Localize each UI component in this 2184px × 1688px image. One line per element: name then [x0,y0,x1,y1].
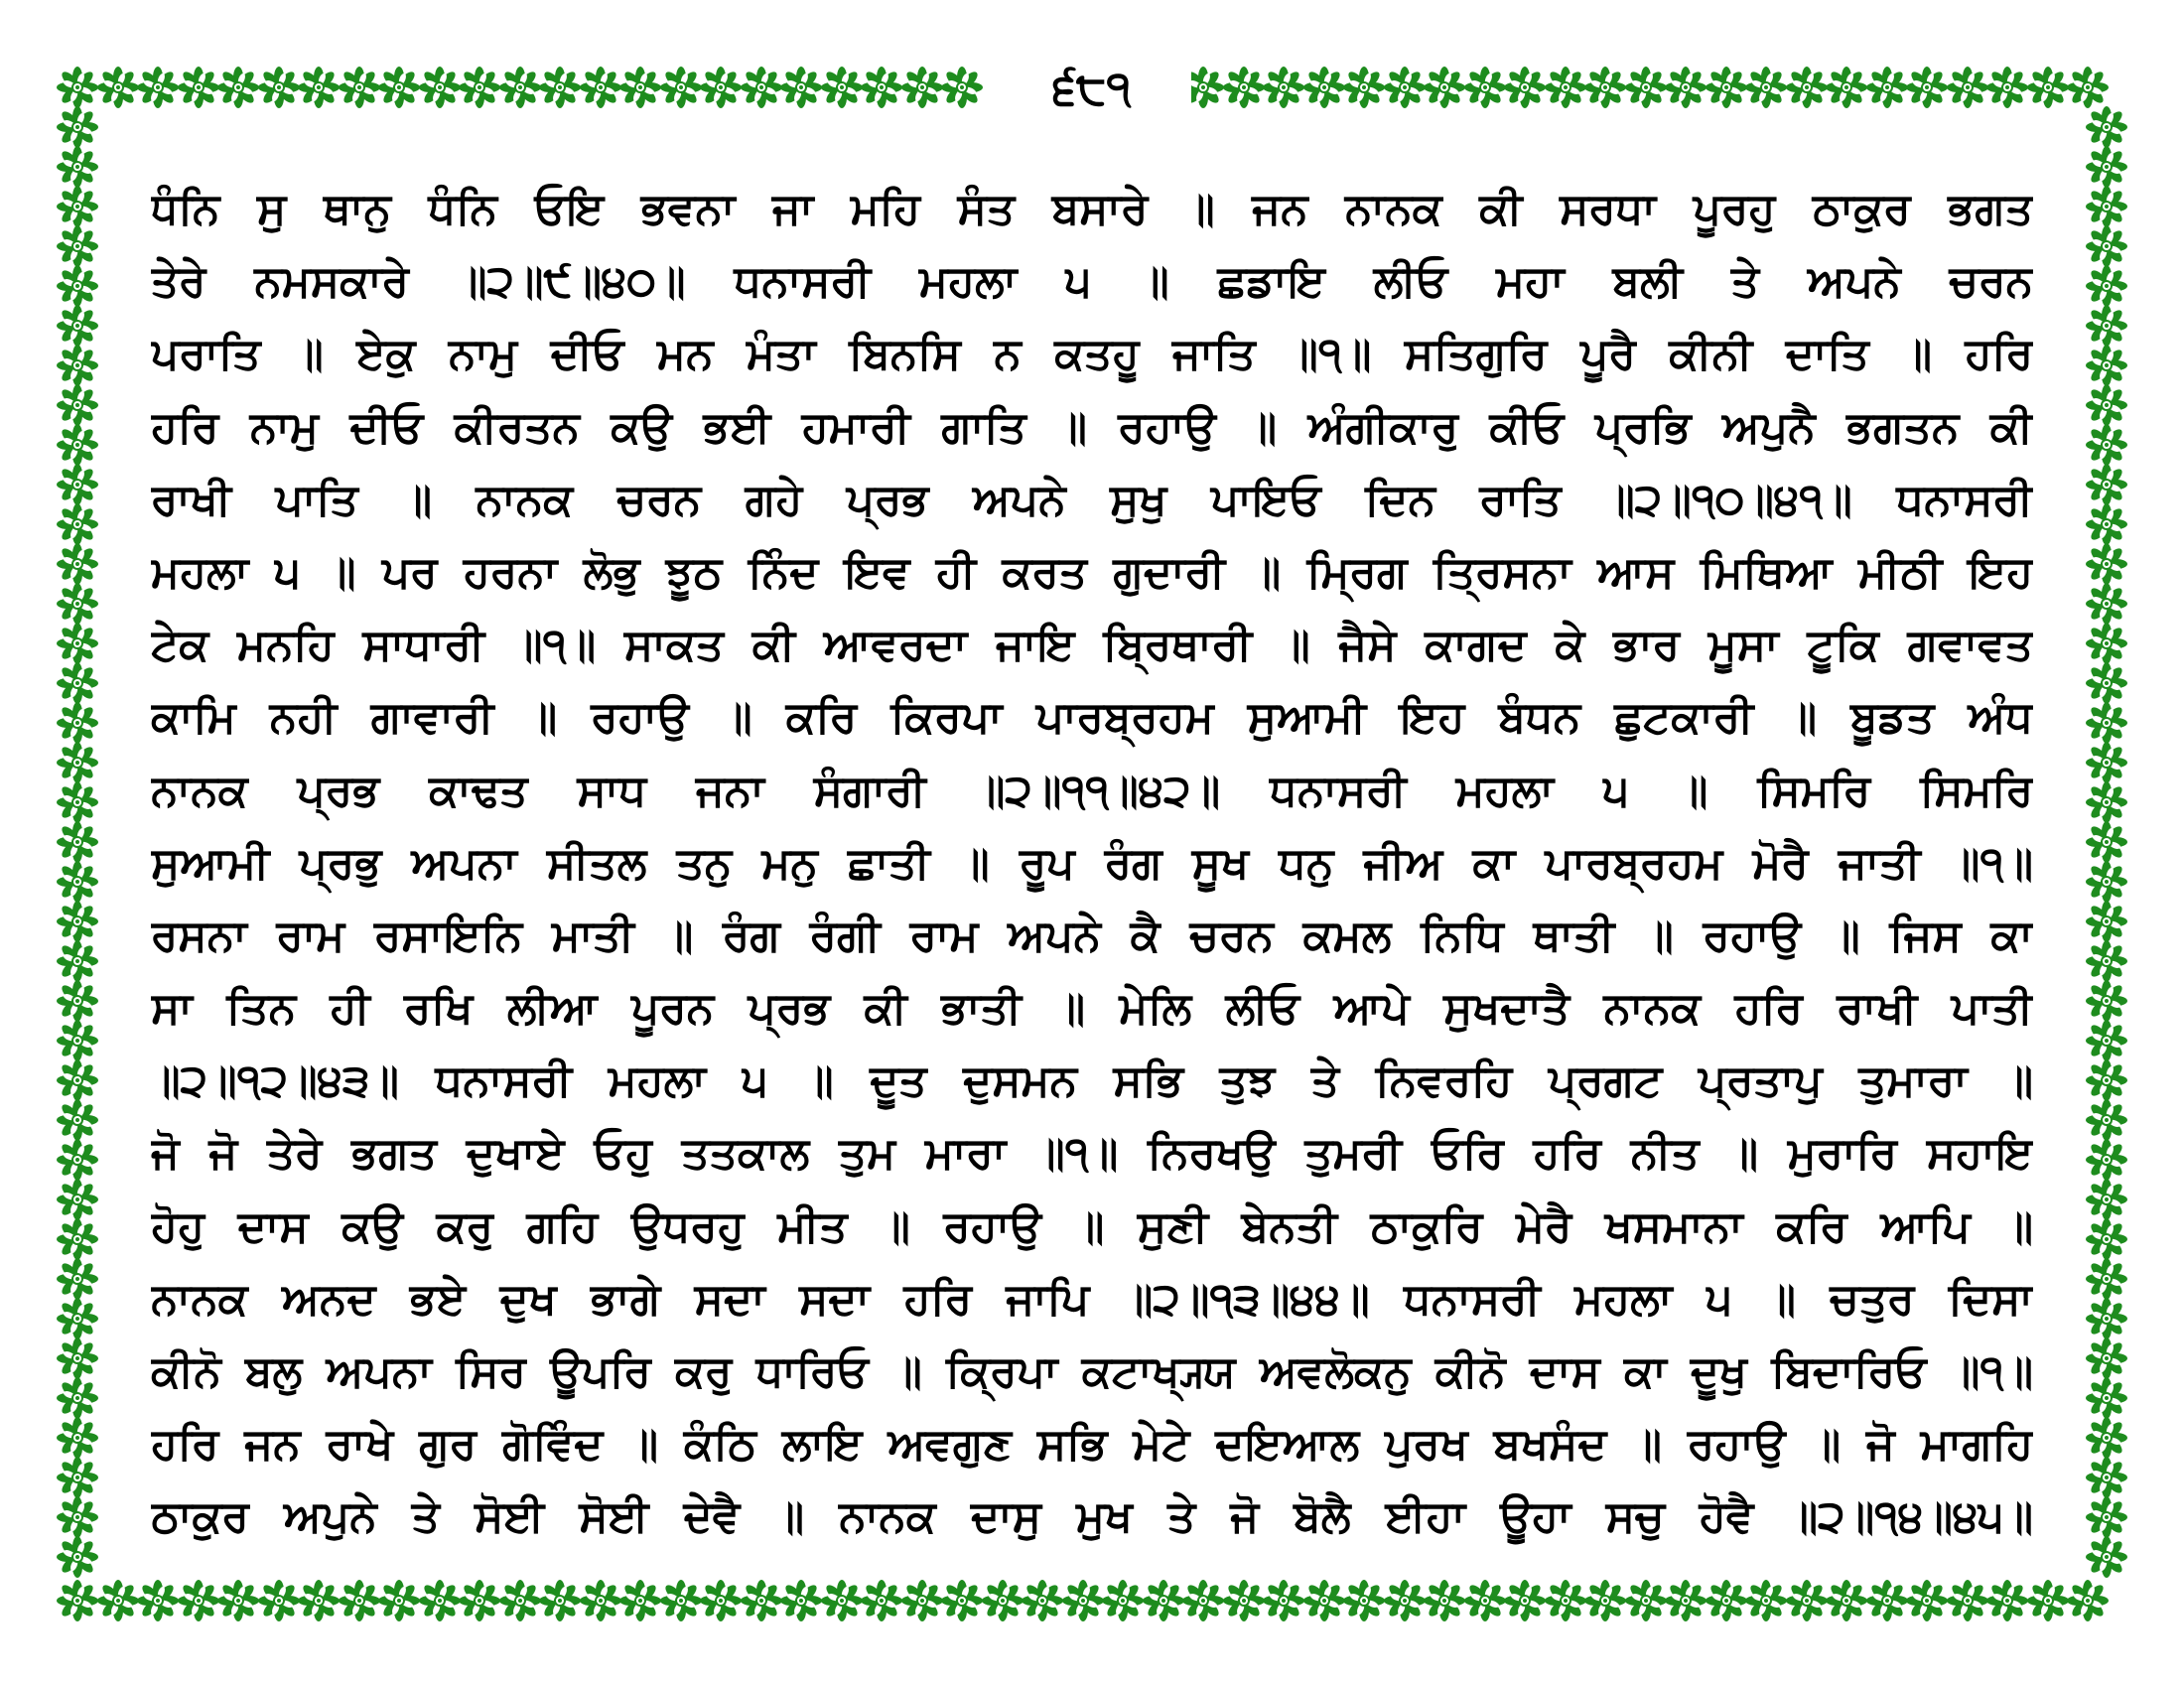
flower-icon [57,1417,98,1459]
flower-icon [57,1457,98,1498]
flower-icon [57,464,98,505]
flower-icon [1223,1580,1265,1621]
flower-icon [57,67,98,108]
flower-icon [57,901,98,942]
text-line: ਨਾਨਕ ਅਨਦ ਭਏ ਦੁਖ ਭਾਗੇ ਸਦਾ ਸਦਾ ਹਰਿ ਜਾਪਿ ॥੨॥੧੩॥੪੪॥ ਧਨਾਸਰੀ ਮਹਲਾ ੫ ॥ ਚਤੁਰ ਦਿਸਾ [151,1273,2033,1325]
flower-icon [2086,464,2127,505]
flower-icon [2086,503,2127,545]
flower-icon [298,67,340,108]
flower-icon [2086,1099,2127,1141]
flower-icon [741,1580,782,1621]
flower-icon [57,106,98,148]
text-line: ਰਸਨਾ ਰਾਮ ਰਸਾਇਨਿ ਮਾਤੀ ॥ ਰੰਗ ਰੰਗੀ ਰਾਮ ਅਪਨੇ ਕੈ ਚਰਨ ਕਮਲ ਨਿਧਿ ਥਾਤੀ ॥ ਰਹਾਉ ॥ ਜਿਸ ਕਾ [151,910,2033,961]
flower-icon [1263,1580,1304,1621]
flower-icon [941,67,983,108]
flower-icon [57,1139,98,1181]
flower-icon [57,424,98,466]
flower-icon [57,1218,98,1260]
flower-icon [2086,1298,2127,1339]
flower-icon [1706,67,1747,108]
flower-icon [1504,1580,1546,1621]
flower-icon [57,1179,98,1220]
flower-icon [1786,67,1828,108]
flower-icon [57,940,98,982]
flower-icon [57,662,98,704]
flower-icon [2086,265,2127,307]
text-line: ਕੀਨੋ ਬਲੁ ਅਪਨਾ ਸਿਰ ਊਪਰਿ ਕਰੁ ਧਾਰਿਓ ॥ ਕ੍ਰਿਪਾ ਕਟਾਖ੍ਯ੍ਯ ਅਵਲੋਕਨੁ ਕੀਨੋ ਦਾਸ ਕਾ ਦੂਖੁ ਬਿਦਾਰਿਓ ॥੧॥ [151,1346,2033,1397]
flower-icon [1303,67,1345,108]
flower-icon [499,67,541,108]
flower-icon [861,1580,902,1621]
text-line: ਧੰਨਿ ਸੁ ਥਾਨੁ ਧੰਨਿ ਓਇ ਭਵਨਾ ਜਾ ਮਹਿ ਸੰਤ ਬਸਾਰੇ ॥ ਜਨ ਨਾਨਕ ਕੀ ਸਰਧਾ ਪੂਰਹੁ ਠਾਕੁਰ ਭਗਤ [151,184,2033,234]
flower-icon [97,1580,139,1621]
flower-icon [378,1580,420,1621]
flower-icon [2086,583,2127,625]
flower-icon [861,67,902,108]
flower-icon [2086,1417,2127,1459]
flower-icon [57,1496,98,1538]
flower-icon [2086,1457,2127,1498]
flower-icon [57,861,98,903]
flower-icon [2027,67,2069,108]
flower-icon [1625,67,1667,108]
flower-icon [901,1580,943,1621]
flower-icon [57,146,98,188]
flower-icon [1464,67,1506,108]
flower-icon [941,1580,983,1621]
text-line: ਸਾ ਤਿਨ ਹੀ ਰਖਿ ਲੀਆ ਪੂਰਨ ਪ੍ਰਭ ਕੀ ਭਾਤੀ ॥ ਮੇਲਿ ਲੀਓ ਆਪੇ ਸੁਖਦਾਤੈ ਨਾਨਕ ਹਰਿ ਰਾਖੀ ਪਾਤੀ [151,983,2033,1035]
text-line: ਤੇਰੇ ਨਮਸਕਾਰੇ ॥੨॥੯॥੪੦॥ ਧਨਾਸਰੀ ਮਹਲਾ ੫ ॥ ਛਡਾਇ ਲੀਓ ਮਹਾ ਬਲੀ ਤੇ ਅਪਨੇ ਚਰਨ [151,256,2033,308]
flower-icon [57,1536,98,1578]
flower-icon [1263,67,1304,108]
flower-icon [2086,623,2127,664]
flower-icon [419,1580,461,1621]
text-line: ਮਹਲਾ ੫ ॥ ਪਰ ਹਰਨਾ ਲੋਭੁ ਝੂਠ ਨਿੰਦ ਇਵ ਹੀ ਕਰਤ ਗੁਦਾਰੀ ॥ ਮ੍ਰਿਗ ਤ੍ਰਿਸਨਾ ਆਸ ਮਿਥਿਆ ਮੀਠੀ ਇਹ [151,546,2033,598]
flower-icon [2067,67,2109,108]
flower-icon [1545,67,1586,108]
flower-icon [1745,1580,1787,1621]
flower-icon [1424,67,1465,108]
flower-icon [1665,67,1706,108]
flower-icon [619,1580,661,1621]
flower-icon [580,1580,621,1621]
flower-icon [57,543,98,585]
flower-icon [2086,106,2127,148]
flower-icon [57,345,98,386]
flower-icon [1986,67,2028,108]
flower-icon [2086,821,2127,863]
flower-icon [2086,186,2127,227]
flower-icon [339,1580,380,1621]
flower-icon [258,1580,300,1621]
flower-icon [1223,67,1265,108]
flower-icon [1866,67,1908,108]
flower-icon [2086,345,2127,386]
flower-icon [619,67,661,108]
flower-icon [57,1258,98,1300]
flower-icon [1826,67,1867,108]
flower-icon [459,1580,500,1621]
flower-icon [57,623,98,664]
flower-icon [2086,1139,2127,1181]
flower-icon [1022,1580,1063,1621]
flower-icon [780,1580,822,1621]
flower-icon [1303,1580,1345,1621]
flower-icon [217,1580,259,1621]
flower-icon [1143,1580,1184,1621]
flower-icon [539,67,581,108]
flower-icon [2086,702,2127,744]
flower-icon [217,67,259,108]
text-line: ਨਾਨਕ ਪ੍ਰਭ ਕਾਢਤ ਸਾਧ ਜਨਾ ਸੰਗਾਰੀ ॥੨॥੧੧॥੪੨॥ ਧਨਾਸਰੀ ਮਹਲਾ ੫ ॥ ਸਿਮਰਿ ਸਿਮਰਿ [151,765,2033,816]
flower-icon [2086,940,2127,982]
flower-icon [57,186,98,227]
flower-icon [178,1580,219,1621]
flower-icon [57,1580,98,1621]
flower-icon [57,1020,98,1061]
flower-icon [901,67,943,108]
flower-icon [1947,1580,1988,1621]
flower-icon [57,1377,98,1419]
flower-icon [2086,384,2127,426]
flower-icon [1384,1580,1426,1621]
flower-icon [539,1580,581,1621]
flower-icon [2086,1536,2127,1578]
flower-icon [2086,1218,2127,1260]
flower-icon [1786,1580,1828,1621]
flower-icon [821,1580,863,1621]
flower-icon [821,67,863,108]
flower-icon [700,67,742,108]
flower-icon [57,583,98,625]
flower-icon [1102,1580,1144,1621]
flower-icon [1866,1580,1908,1621]
flower-icon [2086,662,2127,704]
flower-icon [1545,1580,1586,1621]
flower-icon [499,1580,541,1621]
flower-icon [1625,1580,1667,1621]
flower-icon [258,67,300,108]
flower-icon [660,67,702,108]
flower-icon [1504,67,1546,108]
flower-icon [2086,1377,2127,1419]
flower-icon [1584,1580,1626,1621]
text-line: ਰਾਖੀ ਪਾਤਿ ॥ ਨਾਨਕ ਚਰਨ ਗਹੇ ਪ੍ਰਭ ਅਪਨੇ ਸੁਖੁ ਪਾਇਓ ਦਿਨ ਰਾਤਿ ॥੨॥੧੦॥੪੧॥ ਧਨਾਸਰੀ [151,474,2033,525]
flower-icon [1384,67,1426,108]
flower-icon [57,305,98,347]
flower-icon [57,980,98,1022]
flower-icon [57,503,98,545]
flower-icon [700,1580,742,1621]
flower-icon [57,384,98,426]
flower-icon [2086,305,2127,347]
flower-icon [2086,742,2127,783]
flower-icon [57,225,98,267]
text-line: ਹੋਹੁ ਦਾਸ ਕਉ ਕਰੁ ਗਹਿ ਉਧਰਹੁ ਮੀਤ ॥ ਰਹਾਉ ॥ ਸੁਣੀ ਬੇਨਤੀ ਠਾਕੁਰਿ ਮੇਰੈ ਖਸਮਾਨਾ ਕਰਿ ਆਪਿ ॥ [151,1200,2033,1252]
flower-icon [1464,1580,1506,1621]
flower-icon [982,1580,1024,1621]
text-line: ਕਾਮਿ ਨਹੀ ਗਾਵਾਰੀ ॥ ਰਹਾਉ ॥ ਕਰਿ ਕਿਰਪਾ ਪਾਰਬ੍ਰਹਮ ਸੁਆਮੀ ਇਹ ਬੰਧਨ ਛੁਟਕਾਰੀ ॥ ਬੂਡਤ ਅੰਧ [151,692,2033,744]
flower-icon [1424,1580,1465,1621]
flower-icon [741,67,782,108]
text-line: ਹਰਿ ਜਨ ਰਾਖੇ ਗੁਰ ਗੋਵਿੰਦ ॥ ਕੰਠਿ ਲਾਇ ਅਵਗੁਣ ਸਭਿ ਮੇਟੇ ਦਇਆਲ ਪੁਰਖ ਬਖਸੰਦ ॥ ਰਹਾਉ ॥ ਜੋ ਮਾਗਹਿ [151,1419,2033,1471]
flower-icon [1906,67,1948,108]
flower-icon [780,67,822,108]
text-line: ਜੋ ਜੋ ਤੇਰੇ ਭਗਤ ਦੁਖਾਏ ਓਹੁ ਤਤਕਾਲ ਤੁਮ ਮਾਰਾ ॥੧॥ ਨਿਰਖਉ ਤੁਮਰੀ ਓਰਿ ਹਰਿ ਨੀਤ ॥ ਮੁਰਾਰਿ ਸਹਾਇ [151,1128,2033,1180]
flower-icon [1343,1580,1385,1621]
flower-icon [137,1580,179,1621]
flower-icon [2086,781,2127,823]
flower-icon [1665,1580,1706,1621]
text-line: ॥੨॥੧੨॥੪੩॥ ਧਨਾਸਰੀ ਮਹਲਾ ੫ ॥ ਦੂਤ ਦੁਸਮਨ ਸਭਿ ਤੁਝ ਤੇ ਨਿਵਰਹਿ ਪ੍ਰਗਟ ਪ੍ਰਤਾਪੁ ਤੁਮਾਰਾ ॥ [151,1055,2033,1107]
flower-icon [339,67,380,108]
flower-icon [459,67,500,108]
flower-icon [1706,1580,1747,1621]
flower-icon [2086,1059,2127,1101]
flower-icon [57,781,98,823]
text-line: ਠਾਕੁਰ ਅਪੁਨੇ ਤੇ ਸੋਈ ਸੋਈ ਦੇਵੈ ॥ ਨਾਨਕ ਦਾਸੁ ਮੁਖ ਤੇ ਜੋ ਬੋਲੈ ਈਹਾ ਊਹਾ ਸਚੁ ਹੋਵੈ ॥੨॥੧੪॥੪੫॥ [151,1491,2033,1543]
flower-icon [660,1580,702,1621]
flower-icon [1986,1580,2028,1621]
flower-icon [1745,67,1787,108]
flower-icon [2086,980,2127,1022]
flower-icon [2086,1337,2127,1379]
flower-icon [298,1580,340,1621]
flower-icon [1182,1580,1224,1621]
flower-icon [57,702,98,744]
scripture-text [151,173,2033,1554]
flower-icon [2086,1258,2127,1300]
flower-icon [57,1298,98,1339]
flower-icon [57,1337,98,1379]
flower-icon [580,67,621,108]
flower-icon [57,265,98,307]
flower-icon [2086,146,2127,188]
flower-icon [2086,901,2127,942]
flower-icon [2086,225,2127,267]
flower-icon [2027,1580,2069,1621]
flower-icon [57,821,98,863]
flower-icon [2086,1179,2127,1220]
flower-icon [1062,1580,1104,1621]
text-line: ਹਰਿ ਨਾਮੁ ਦੀਓ ਕੀਰਤਨ ਕਉ ਭਈ ਹਮਾਰੀ ਗਾਤਿ ॥ ਰਹਾਉ ॥ ਅੰਗੀਕਾਰੁ ਕੀਓ ਪ੍ਰਭਿ ਅਪੁਨੈ ਭਗਤਨ ਕੀ [151,401,2033,453]
flower-icon [2086,1496,2127,1538]
flower-icon [2086,861,2127,903]
flower-icon [2086,543,2127,585]
flower-icon [1906,1580,1948,1621]
flower-icon [57,742,98,783]
flower-icon [97,67,139,108]
flower-icon [2086,424,2127,466]
text-line: ਸੁਆਮੀ ਪ੍ਰਭੁ ਅਪਨਾ ਸੀਤਲ ਤਨੁ ਮਨੁ ਛਾਤੀ ॥ ਰੂਪ ਰੰਗ ਸੂਖ ਧਨੁ ਜੀਅ ਕਾ ਪਾਰਬ੍ਰਹਮ ਮੋਰੈ ਜਾਤੀ ॥੧॥ [151,837,2033,889]
flower-icon [2086,1020,2127,1061]
flower-icon [1947,67,1988,108]
text-line: ਪਰਾਤਿ ॥ ਏਕੁ ਨਾਮੁ ਦੀਓ ਮਨ ਮੰਤਾ ਬਿਨਸਿ ਨ ਕਤਹੂ ਜਾਤਿ ॥੧॥ ਸਤਿਗੁਰਿ ਪੂਰੈ ਕੀਨੀ ਦਾਤਿ ॥ ਹਰਿ [151,329,2033,380]
flower-icon [178,67,219,108]
flower-icon [57,1059,98,1101]
flower-icon [1584,67,1626,108]
flower-icon [419,67,461,108]
text-line: ਟੇਕ ਮਨਹਿ ਸਾਧਾਰੀ ॥੧॥ ਸਾਕਤ ਕੀ ਆਵਰਦਾ ਜਾਇ ਬ੍ਰਿਥਾਰੀ ॥ ਜੈਸੇ ਕਾਗਦ ਕੇ ਭਾਰ ਮੂਸਾ ਟੂਕਿ ਗਵਾਵਤ [151,620,2033,671]
flower-icon [1826,1580,1867,1621]
flower-icon [137,67,179,108]
flower-icon [1343,67,1385,108]
page-number: ੬੮੧ [993,58,1191,117]
flower-icon [378,67,420,108]
flower-icon [57,1099,98,1141]
flower-icon [2067,1580,2109,1621]
